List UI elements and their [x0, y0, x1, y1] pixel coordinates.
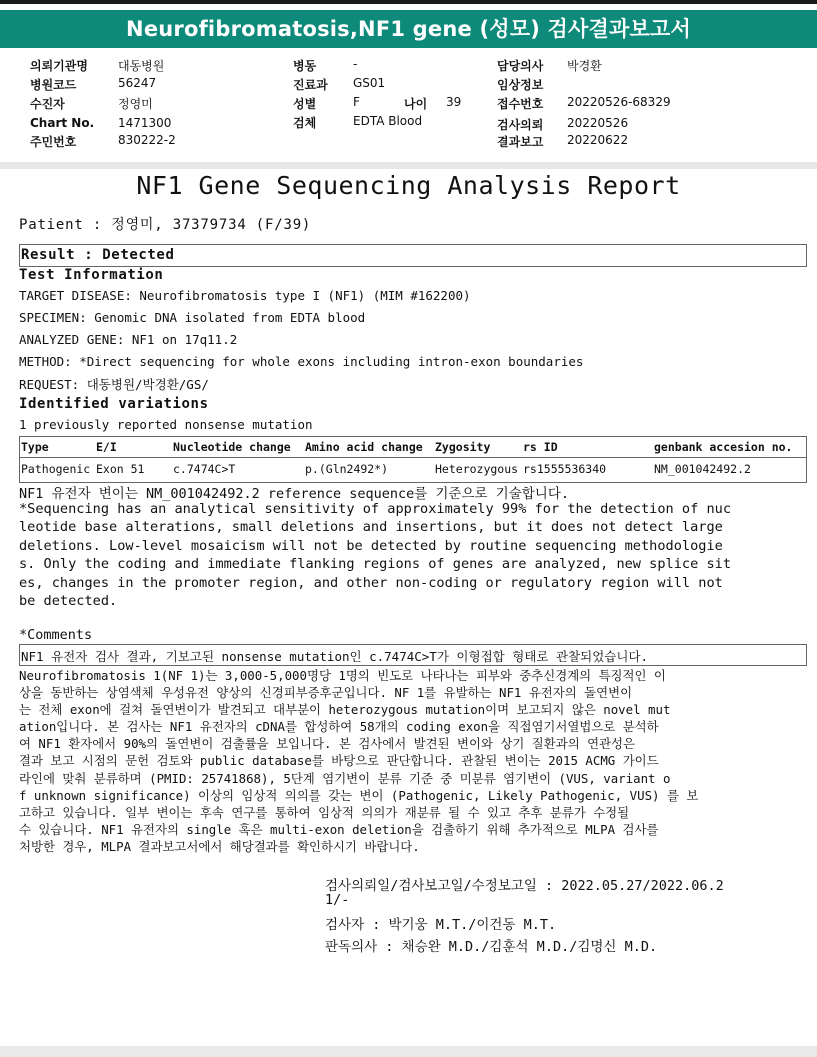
- comment-line: 상을 동반하는 상염색체 우성유전 양상의 신경피부증후군입니다. NF 1를 유발하는 NF1 유전자의 돌연변이: [19, 685, 633, 701]
- report-date-value: 20220622: [567, 133, 629, 147]
- section-divider: [0, 162, 817, 169]
- table-header-amino: Amino acid change: [305, 440, 423, 454]
- age-value: 39: [446, 95, 462, 109]
- dept-value: GS01: [353, 76, 386, 90]
- comment-line: 고하고 있습니다. 일부 변이는 후속 연구를 통하여 임상적 의의가 재분류 될 수 있고 추후 분류가 수정될: [19, 804, 630, 820]
- table-cell-nucleotide: c.7474C>T: [173, 462, 236, 476]
- comment-line: 결과 보고 시점의 문헌 검토와 public database를 바탕으로 판단합니다. 관찰된 변이는 2015 ACMG 가이드: [19, 753, 659, 769]
- specimen-value: EDTA Blood: [353, 114, 423, 128]
- comment-box-text: NF1 유전자 검사 결과, 기보고된 nonsense mutation인 c.7474C>T가 이형접합 형태로 관찰되었습니다.: [21, 649, 649, 664]
- request-line: REQUEST: 대동병원/박경환/GS/: [19, 377, 209, 392]
- patient-line: Patient : 정영미, 37379734 (F/39): [19, 217, 312, 233]
- sensitivity-paragraph: [19, 500, 805, 610]
- report-date-label: 결과보고: [497, 135, 544, 149]
- comment-box: [19, 644, 807, 666]
- table-header-zygosity: Zygosity: [435, 440, 491, 454]
- test-info-heading: Test Information: [19, 267, 164, 283]
- doctor-label: 담당의사: [497, 59, 544, 73]
- sex-value: F: [353, 95, 360, 109]
- clinical-info-label: 임상정보: [497, 78, 544, 92]
- comments-heading: *Comments: [19, 627, 93, 643]
- patient-value: 정영미: [118, 97, 153, 111]
- variant-table: [19, 436, 807, 483]
- patient-label: 수진자: [30, 97, 65, 111]
- sensitivity-line: leotide base alterations, small deletions and insertions, but it does not detect large: [19, 519, 723, 536]
- target-disease: TARGET DISEASE: Neurofibromatosis type I (NF1) (MIM #162200): [19, 288, 471, 303]
- sensitivity-line: be detected.: [19, 593, 118, 610]
- comments-paragraph: [19, 667, 805, 855]
- table-header-nucleotide: Nucleotide change: [173, 440, 291, 454]
- ward-value: -: [353, 57, 358, 71]
- table-cell-amino: p.(Gln2492*): [305, 462, 389, 476]
- sensitivity-line: s. Only the coding and immediate flanking regions of genes are analyzed, new splice sit: [19, 556, 732, 573]
- table-cell-genbank: NM_001042492.2: [654, 462, 751, 476]
- hospital-code-label: 병원코드: [30, 78, 77, 92]
- hospital-value: 대동병원: [118, 59, 165, 73]
- table-cell-type: Pathogenic: [21, 462, 91, 476]
- comment-line: 는 전체 exon에 걸쳐 돌연변이가 발견되고 대부분이 heterozygous mutation이며 보고되지 않은 novel mut: [19, 702, 671, 718]
- variations-heading: Identified variations: [19, 396, 209, 412]
- hospital-code-value: 56247: [118, 76, 157, 90]
- bottom-bar: [0, 1046, 817, 1057]
- sensitivity-line: es, changes in the promoter region, and other non-coding or regulatory region will not: [19, 574, 723, 591]
- specimen-label: 검체: [293, 116, 317, 130]
- receipt-value: 20220526-68329: [567, 95, 671, 109]
- chart-value: 1471300: [118, 116, 172, 130]
- method-line: METHOD: *Direct sequencing for whole exons including intron-exon boundaries: [19, 354, 584, 369]
- comment-line: 처방한 경우, MLPA 결과보고서에서 해당결과를 확인하시기 바랍니다.: [19, 838, 420, 854]
- rrn-label: 주민번호: [30, 135, 77, 149]
- table-cell-ei: Exon 51: [96, 462, 145, 476]
- table-header-ei: E/I: [96, 440, 117, 454]
- variations-summary: 1 previously reported nonsense mutation: [19, 417, 313, 432]
- analyzed-gene: ANALYZED GENE: NF1 on 17q11.2: [19, 332, 238, 347]
- window-top-bar: [0, 0, 817, 4]
- comment-line: f unknown significance) 이상의 임상적 의의를 갖는 변이 (Pathogenic, Likely Pathogenic, VUS) 를 보: [19, 787, 699, 803]
- comment-line: ation입니다. 본 검사는 NF1 유전자의 cDNA를 합성하여 58개의 coding exon을 직접염기서열법으로 분석하: [19, 719, 659, 735]
- result-box: [19, 244, 807, 267]
- sign-dates: 검사의뢰일/검사보고일/수정보고일 : 2022.05.27/2022.06.2: [325, 878, 724, 894]
- table-header-type: Type: [21, 440, 49, 454]
- age-label: 나이: [404, 97, 428, 111]
- reference-note: NF1 유전자 변이는 NM_001042492.2 reference sequence를 기준으로 기술합니다.: [19, 486, 570, 502]
- request-date-value: 20220526: [567, 116, 629, 130]
- result-text: Result : Detected: [21, 247, 175, 263]
- report-title: NF1 Gene Sequencing Analysis Report: [136, 171, 681, 200]
- receipt-label: 접수번호: [497, 97, 544, 111]
- sex-label: 성별: [293, 97, 317, 111]
- doctor-value: 박경환: [567, 59, 602, 73]
- sensitivity-line: deletions. Low-level mosaicism will not be detected by routine sequencing methodologie: [19, 537, 723, 554]
- physicians-line: 판독의사 : 채승완 M.D./김훈석 M.D./김명신 M.D.: [325, 939, 658, 955]
- dept-label: 진료과: [293, 78, 328, 92]
- sign-dates-cont: 1/-: [325, 892, 350, 908]
- comment-line: 라인에 맞춰 분류하며 (PMID: 25741868), 5단계 염기변이 분류 기준 중 미분류 염기변이 (VUS, variant o: [19, 770, 671, 786]
- specimen-line: SPECIMEN: Genomic DNA isolated from EDTA blood: [19, 310, 366, 325]
- table-row-divider: [20, 457, 806, 458]
- ward-label: 병동: [293, 59, 317, 73]
- rrn-value: 830222-2: [118, 133, 176, 147]
- chart-label: Chart No.: [30, 116, 95, 130]
- comment-line: Neurofibromatosis 1(NF 1)는 3,000-5,000명당 1명의 빈도로 나타나는 피부와 중추신경계의 특징적인 이: [19, 668, 666, 683]
- request-date-label: 검사의뢰: [497, 118, 544, 132]
- comment-line: 여 NF1 환자에서 90%의 돌연변이 검출률을 보입니다. 본 검사에서 발견된 변이와 상기 질환과의 연관성은: [19, 736, 635, 752]
- table-cell-zygosity: Heterozygous: [435, 462, 519, 476]
- table-cell-rsid: rs1555536340: [523, 462, 607, 476]
- table-header-genbank: genbank accesion no.: [654, 440, 793, 454]
- hospital-label: 의뢰기관명: [30, 59, 88, 73]
- examiner-line: 검사자 : 박기웅 M.T./이건동 M.T.: [325, 917, 557, 933]
- table-header-rsid: rs ID: [523, 440, 558, 454]
- comment-line: 수 있습니다. NF1 유전자의 single 혹은 multi-exon deletion을 검출하기 위해 추가적으로 MLPA 검사를: [19, 821, 659, 837]
- sensitivity-line: *Sequencing has an analytical sensitivity of approximately 99% for the detection of nuc: [19, 501, 732, 517]
- report-header-title: Neurofibromatosis,NF1 gene (성모) 검사결과보고서: [0, 10, 817, 48]
